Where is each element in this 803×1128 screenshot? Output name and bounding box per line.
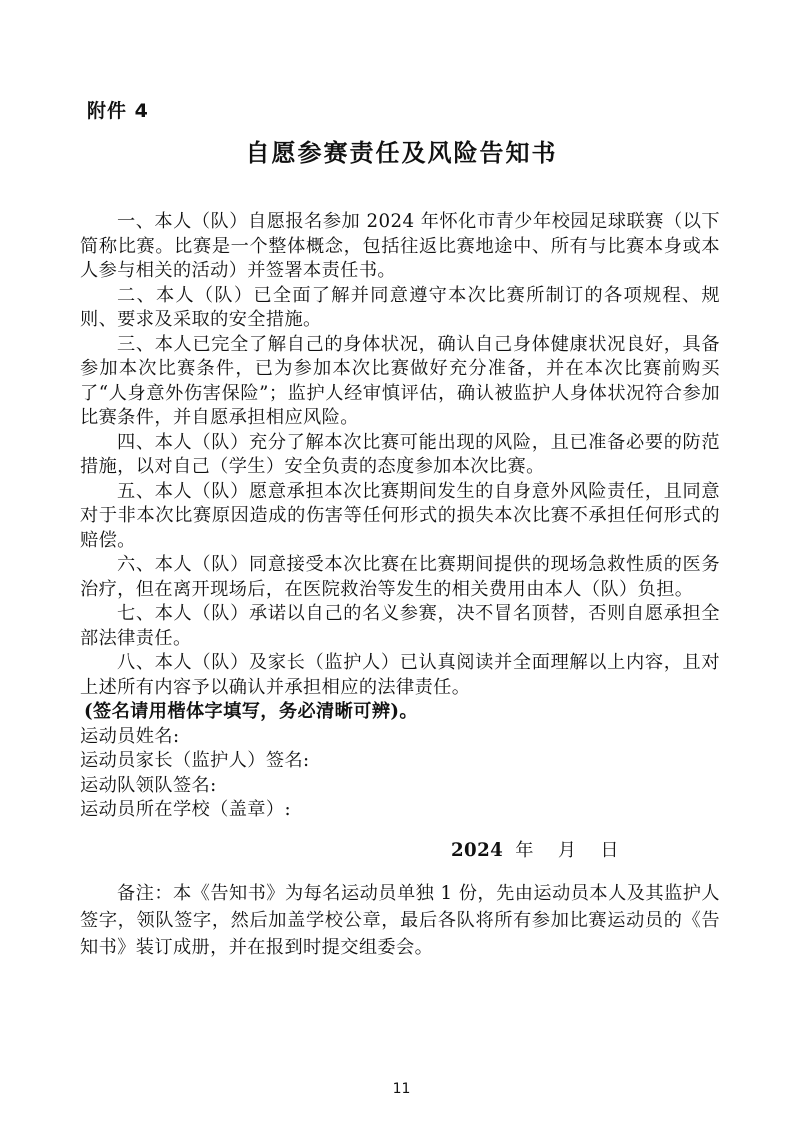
document-body	[80, 210, 720, 823]
remark-note: 备注：本《告知书》为每名运动员单独 1 份，先由运动员本人及其监护人签字，领队签字，然后加盖学校公章，最后各队将所有参加比赛运动员的《告知书》装订成册，并在报到时提交组委会。	[80, 883, 720, 958]
clause-3: 三、本人已完全了解自己的身体状况，确认自己身体健康状况良好，具备参加本次比赛条件，已为参加本次比赛做好充分准备，并在本次比赛前购买了“人身意外伤害保险”；监护人经审慎评估，确认被监护人身体状况符合参加比赛条件，并自愿承担相应风险。	[80, 333, 720, 428]
document-title: 自愿参赛责任及风险告知书	[245, 139, 558, 167]
signing-date	[451, 836, 619, 862]
school-seal-field: 运动员所在学校（盖章）:	[80, 799, 291, 820]
clause-5: 五、本人（队）愿意承担本次比赛期间发生的自身意外风险责任，且同意对于非本次比赛原因造成的伤害等任何形式的损失本次比赛不承担任何形式的赔偿。	[80, 480, 720, 551]
guardian-signature-field: 运动员家长（监护人）签名:	[80, 750, 310, 771]
team-leader-signature-field: 运动队领队签名:	[80, 774, 217, 796]
clause-1: 一、本人（队）自愿报名参加 2024 年怀化市青少年校园足球联赛（以下简称比赛。比赛是一个整体概念，包括往返比赛地途中、所有与比赛本身或本人参与相关的活动）并签署本责任书。	[80, 211, 720, 281]
date-year: 2024	[451, 840, 504, 861]
clause-2: 二、本人（队）已全面了解并同意遵守本次比赛所制订的各项规程、规则、要求及采取的安全措施。	[80, 284, 720, 330]
clause-7: 七、本人（队）承诺以自己的名义参赛，决不冒名顶替，否则自愿承担全部法律责任。	[80, 603, 720, 649]
athlete-name-field: 运动员姓名:	[80, 725, 180, 747]
page-number: 11	[392, 1081, 411, 1097]
clause-8: 八、本人（队）及家长（监护人）已认真阅读并全面理解以上内容，且对上述所有内容予以确认并承担相应的法律责任。	[80, 652, 720, 698]
signature-note: (签名请用楷体字填写，务必清晰可辨)。	[84, 701, 418, 722]
date-day-char: 日	[600, 840, 620, 861]
clause-4: 四、本人（队）充分了解本次比赛可能出现的风险，且已准备必要的防范措施，以对自己（学生）安全负责的态度参加本次比赛。	[80, 431, 720, 477]
attachment-label: 附件 4	[87, 100, 149, 122]
date-year-char: 年	[515, 840, 534, 861]
date-month-char: 月	[557, 840, 577, 861]
clause-6: 六、本人（队）同意接受本次比赛在比赛期间提供的现场急救性质的医务治疗，但在离开现场后，在医院救治等发生的相关费用由本人（队）负担。	[80, 554, 720, 600]
